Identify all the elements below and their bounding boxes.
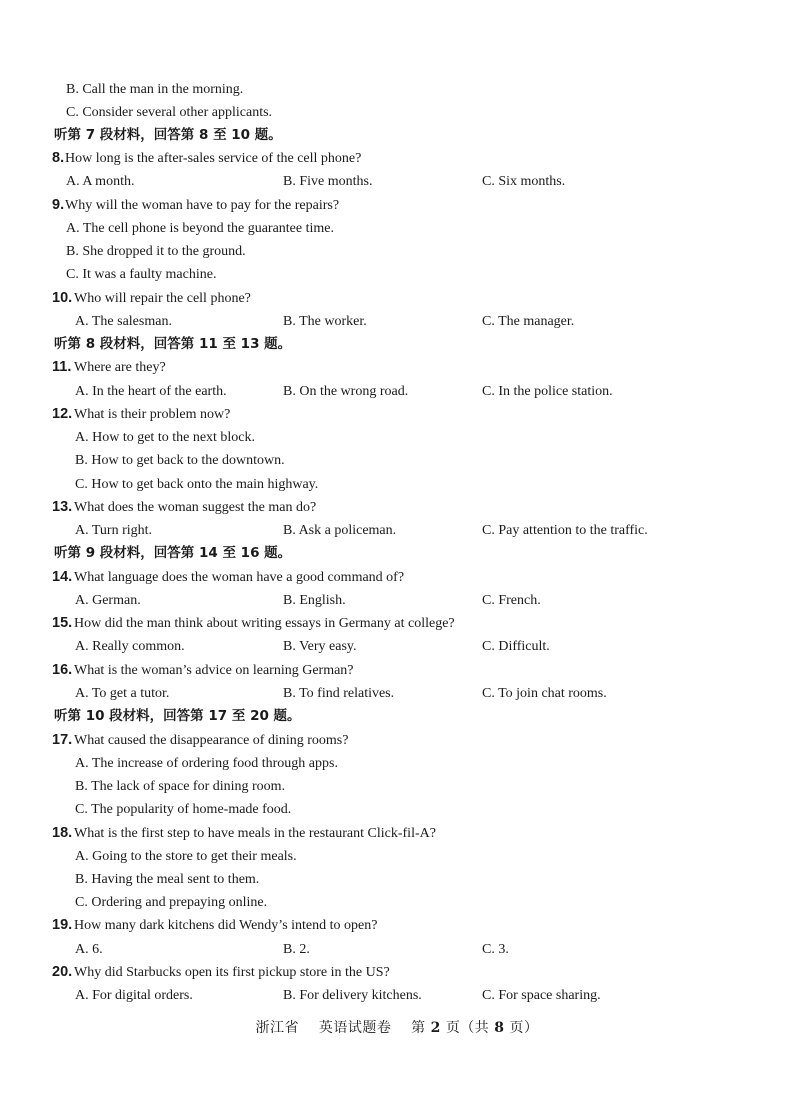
section-heading [0,333,794,356]
footer-subject: 英语试题卷 [318,1020,392,1036]
question-14-options [0,589,794,612]
section-7-heading: 听第 7 段材料，回答第 8 至 10 题。 [54,127,282,143]
question-number: 17. [52,732,73,748]
option-b: B. For delivery kitchens. [283,988,422,1003]
question-text: Who will repair the cell phone? [74,291,251,306]
question-19 [0,914,794,937]
question-9 [0,194,794,217]
question-10-options [0,310,794,333]
question-12 [0,403,794,426]
section-10-heading: 听第 10 段材料，回答第 17 至 20 题。 [54,708,301,724]
option-line [0,845,794,868]
footer-page-number: 2 [430,1020,441,1036]
question-number: 10. [52,290,73,306]
option-c: C. To join chat rooms. [482,686,607,701]
option-c: C. The popularity of home-made food. [75,802,292,817]
question-text: How did the man think about writing essays in Germany at college? [74,616,455,631]
option-line [0,473,794,496]
option-b: B. Ask a policeman. [283,523,397,538]
option-c: C. The manager. [482,314,575,329]
question-text: What is their problem now? [74,407,231,422]
option-line [0,263,794,286]
option-b: B. The worker. [283,314,367,329]
option-c: C. 3. [482,942,509,957]
footer-page-prefix: 第 [411,1020,426,1036]
question-11-options [0,380,794,403]
option-c: C. It was a faulty machine. [66,267,217,282]
option-b: B. Call the man in the morning. [66,82,244,97]
option-line [0,101,794,124]
option-b: B. She dropped it to the ground. [66,244,246,259]
option-a: A. Really common. [75,639,185,654]
option-line [0,752,794,775]
option-line [0,240,794,263]
option-line [0,78,794,101]
option-a: A. Going to the store to get their meals. [75,849,297,864]
option-a: A. The increase of ordering food through apps. [75,756,338,771]
question-text: Why did Starbucks open its first pickup store in the US? [74,965,390,980]
option-a: A. German. [75,593,141,608]
section-8-heading: 听第 8 段材料，回答第 11 至 13 题。 [54,336,292,352]
option-c: C. How to get back onto the main highway. [75,477,319,492]
option-a: A. 6. [75,942,103,957]
question-text: What does the woman suggest the man do? [74,500,317,515]
question-number: 19. [52,917,73,933]
option-c: C. Pay attention to the traffic. [482,523,648,538]
option-a: A. How to get to the next block. [75,430,256,445]
question-number: 18. [52,825,73,841]
question-number: 16. [52,662,73,678]
section-heading [0,542,794,565]
question-text: What is the woman’s advice on learning German? [74,663,354,678]
option-line [0,798,794,821]
question-8 [0,147,794,170]
option-b: B. 2. [283,942,310,957]
question-number: 14. [52,569,73,585]
option-b: B. English. [283,593,346,608]
question-20-options [0,984,794,1007]
option-line [0,449,794,472]
question-18 [0,822,794,845]
question-text: How many dark kitchens did Wendy’s intend to open? [74,918,378,933]
question-20 [0,961,794,984]
footer-page-mid: 页（共 [445,1020,490,1036]
option-a: A. The cell phone is beyond the guarantee time. [66,221,334,236]
option-a: A. To get a tutor. [75,686,170,701]
question-text: How long is the after-sales service of the cell phone? [65,151,362,166]
option-line [0,775,794,798]
question-number: 13. [52,499,73,515]
option-c: C. French. [482,593,541,608]
footer-province: 浙江省 [255,1020,300,1036]
section-9-heading: 听第 9 段材料，回答第 14 至 16 题。 [54,545,292,561]
question-text: What language does the woman have a good command of? [74,570,405,585]
option-a: A. A month. [66,174,135,189]
question-14 [0,566,794,589]
option-a: A. Turn right. [75,523,153,538]
question-10 [0,287,794,310]
option-b: B. Having the meal sent to them. [75,872,260,887]
option-line [0,891,794,914]
question-number: 8. [52,150,65,166]
question-15 [0,612,794,635]
option-c: C. Difficult. [482,639,550,654]
question-13-options [0,519,794,542]
question-text: What caused the disappearance of dining rooms? [74,733,349,748]
option-b: B. How to get back to the downtown. [75,453,285,468]
question-13 [0,496,794,519]
section-heading [0,705,794,728]
option-line [0,868,794,891]
footer-page-suffix: 页） [509,1020,539,1036]
option-c: C. For space sharing. [482,988,601,1003]
question-text: Where are they? [74,360,166,375]
question-19-options [0,938,794,961]
option-a: A. The salesman. [75,314,172,329]
option-c: C. Ordering and prepaying online. [75,895,268,910]
option-b: B. Very easy. [283,639,357,654]
question-number: 20. [52,964,73,980]
question-8-options [0,170,794,193]
question-16-options [0,682,794,705]
option-line [0,426,794,449]
question-text: Why will the woman have to pay for the repairs? [65,198,340,213]
question-text: What is the first step to have meals in the restaurant Click-fil-A? [74,826,436,841]
question-number: 12. [52,406,73,422]
option-b: B. Five months. [283,174,373,189]
page-footer [0,1017,794,1037]
option-c: C. In the police station. [482,384,613,399]
question-11 [0,356,794,379]
option-c: C. Consider several other applicants. [66,105,273,120]
question-number: 15. [52,615,73,631]
question-number: 9. [52,197,65,213]
question-number: 11. [52,359,72,375]
option-b: B. To find relatives. [283,686,395,701]
option-b: B. On the wrong road. [283,384,409,399]
option-a: A. For digital orders. [75,988,193,1003]
question-17 [0,729,794,752]
option-a: A. In the heart of the earth. [75,384,227,399]
question-15-options [0,635,794,658]
section-heading [0,124,794,147]
question-16 [0,659,794,682]
option-b: B. The lack of space for dining room. [75,779,286,794]
footer-total-pages: 8 [494,1020,505,1036]
option-line [0,217,794,240]
option-c: C. Six months. [482,174,566,189]
